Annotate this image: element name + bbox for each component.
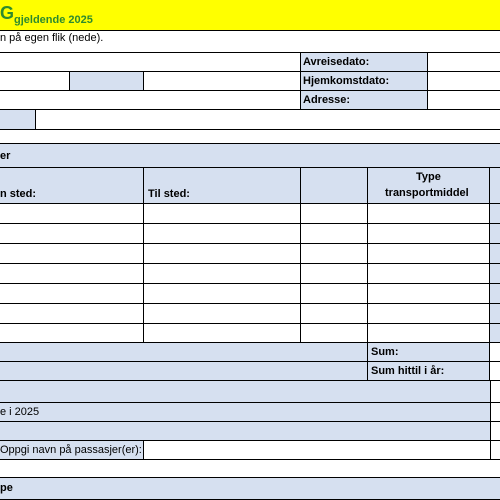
info-row-2-cell-1[interactable] bbox=[0, 72, 70, 91]
table-row-6-til[interactable] bbox=[144, 304, 301, 324]
info-row-3-left[interactable] bbox=[0, 91, 300, 110]
table-row-4-type[interactable] bbox=[368, 264, 490, 284]
small-input[interactable] bbox=[36, 110, 500, 130]
col-last bbox=[490, 168, 500, 204]
table-row-6-empty[interactable] bbox=[301, 304, 368, 324]
sum-hittil-label: Sum hittil i år: bbox=[371, 365, 445, 377]
table-row-1-last bbox=[490, 204, 500, 224]
table-row-6-type[interactable] bbox=[368, 304, 490, 324]
table-row-5-type[interactable] bbox=[368, 284, 490, 304]
table-row-7-til[interactable] bbox=[144, 324, 301, 343]
sum-label: Sum: bbox=[371, 346, 399, 358]
col-fra-sted-label: n sted: bbox=[0, 188, 37, 200]
sum-value[interactable] bbox=[490, 343, 500, 362]
bottom-section-text: pe bbox=[0, 482, 13, 494]
table-row-4-fra[interactable] bbox=[0, 264, 144, 284]
table-row-4-empty[interactable] bbox=[301, 264, 368, 284]
table-row-3-type[interactable] bbox=[368, 244, 490, 264]
table-row-7-last bbox=[490, 324, 500, 343]
table-row-1-til[interactable] bbox=[144, 204, 301, 224]
bottom-section-header bbox=[0, 478, 500, 500]
table-row-4-til[interactable] bbox=[144, 264, 301, 284]
col-type-line1: Type bbox=[416, 171, 441, 183]
info-row-2-cell-3[interactable] bbox=[144, 72, 300, 91]
section-header bbox=[0, 144, 500, 168]
hjemkomstdato-label: Hjemkomstdato: bbox=[303, 75, 390, 87]
table-row-2-empty[interactable] bbox=[301, 224, 368, 244]
band-row-1-right bbox=[490, 381, 500, 403]
sum-hittil-value[interactable] bbox=[490, 362, 500, 381]
bottom-spacer bbox=[0, 460, 500, 478]
table-row-1-type[interactable] bbox=[368, 204, 490, 224]
instruction-note: n på egen flik (nede). bbox=[0, 32, 104, 44]
table-row-3-fra[interactable] bbox=[0, 244, 144, 264]
title-fragment: G bbox=[0, 3, 15, 23]
passasjer-input[interactable] bbox=[144, 441, 490, 460]
col-type-line2: transportmiddel bbox=[385, 187, 469, 199]
avreisedato-input[interactable] bbox=[428, 52, 500, 72]
info-row-2-cell-2[interactable] bbox=[70, 72, 144, 91]
band-row-1 bbox=[0, 381, 490, 403]
table-row-6-last bbox=[490, 304, 500, 324]
table-row-3-empty[interactable] bbox=[301, 244, 368, 264]
table-row-5-last bbox=[490, 284, 500, 304]
table-row-5-fra[interactable] bbox=[0, 284, 144, 304]
col-til-sted-label: Til sted: bbox=[148, 188, 190, 200]
year-row bbox=[0, 403, 490, 422]
band-row-3 bbox=[0, 422, 490, 441]
info-row-1-left[interactable] bbox=[0, 52, 300, 72]
title-subtitle: gjeldende 2025 bbox=[14, 14, 93, 26]
passasjer-label: Oppgi navn på passasjer(er): bbox=[0, 444, 142, 456]
passasjer-row-right bbox=[490, 441, 500, 460]
table-row-5-til[interactable] bbox=[144, 284, 301, 304]
band-row-3-right bbox=[490, 422, 500, 441]
table-row-7-empty[interactable] bbox=[301, 324, 368, 343]
table-row-2-last bbox=[490, 224, 500, 244]
small-label-cell bbox=[0, 110, 36, 130]
sum-row-left bbox=[0, 343, 368, 362]
table-row-2-fra[interactable] bbox=[0, 224, 144, 244]
spacer-row bbox=[0, 130, 500, 144]
table-row-7-type[interactable] bbox=[368, 324, 490, 343]
adresse-input[interactable] bbox=[428, 91, 500, 110]
hjemkomstdato-input[interactable] bbox=[428, 72, 500, 91]
table-row-1-fra[interactable] bbox=[0, 204, 144, 224]
table-row-7-fra[interactable] bbox=[0, 324, 144, 343]
table-row-3-last bbox=[490, 244, 500, 264]
adresse-label: Adresse: bbox=[303, 94, 351, 106]
table-row-6-fra[interactable] bbox=[0, 304, 144, 324]
table-row-4-last bbox=[490, 264, 500, 284]
table-row-5-empty[interactable] bbox=[301, 284, 368, 304]
table-row-3-til[interactable] bbox=[144, 244, 301, 264]
section-header-text: er bbox=[0, 150, 11, 162]
table-row-2-type[interactable] bbox=[368, 224, 490, 244]
avreisedato-label: Avreisedato: bbox=[303, 56, 370, 68]
col-empty bbox=[301, 168, 368, 204]
table-row-1-empty[interactable] bbox=[301, 204, 368, 224]
sum-hittil-row-left bbox=[0, 362, 368, 381]
table-row-2-til[interactable] bbox=[144, 224, 301, 244]
year-row-text: e i 2025 bbox=[0, 406, 40, 418]
year-row-right bbox=[490, 403, 500, 422]
